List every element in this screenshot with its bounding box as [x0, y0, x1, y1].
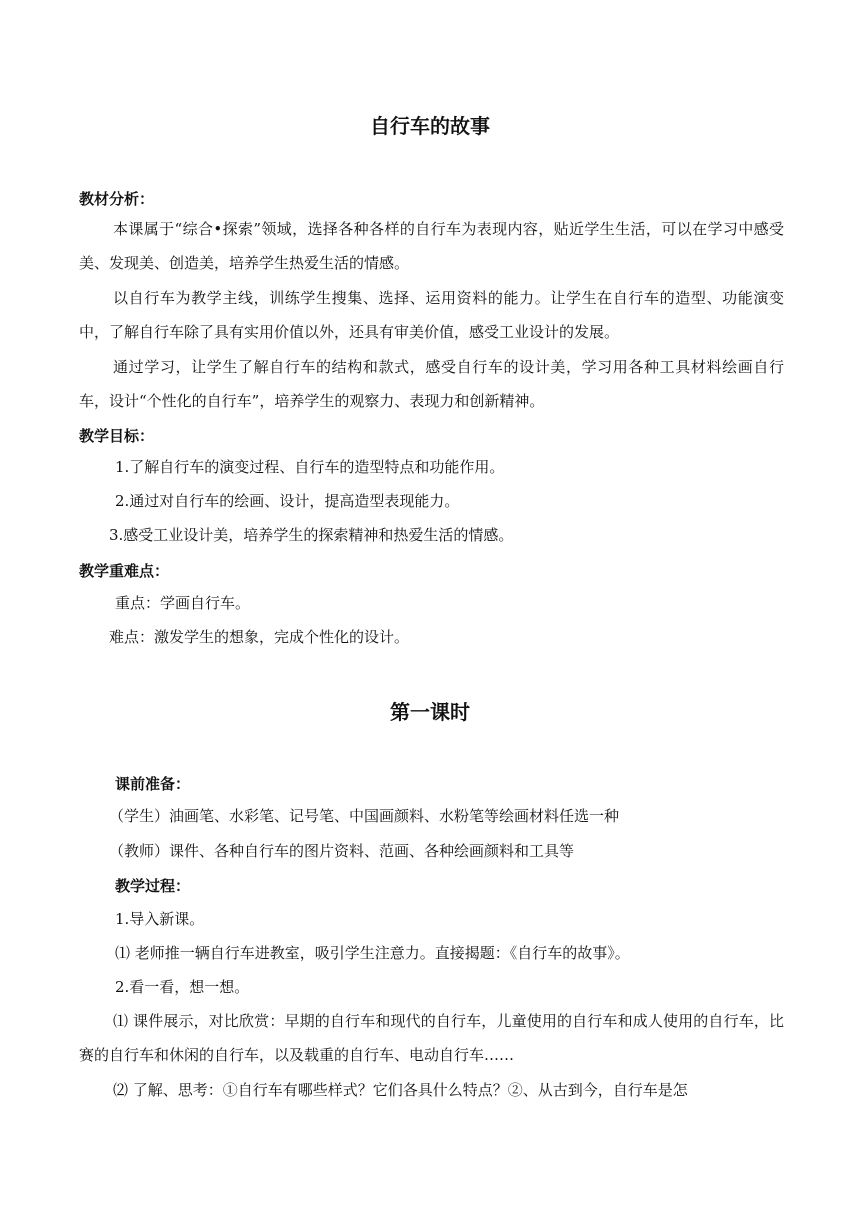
goal-item-2: 2.通过对自行车的绘画、设计，提高造型表现能力。	[115, 492, 460, 510]
goal-item-3: 3.感受工业设计美，培养学生的探索精神和热爱生活的情感。	[109, 526, 514, 544]
focus-heading: 教学重难点：	[79, 562, 170, 580]
goals-heading: 教学目标：	[79, 427, 155, 445]
process-step-2: 2.看一看，想一想。	[115, 978, 250, 996]
process-step-1-1: ⑴ 老师推一辆自行车进教室，吸引学生注意力。直接揭题：《自行车的故事》。	[115, 944, 630, 962]
goal-item-1: 1.了解自行车的演变过程、自行车的造型特点和功能作用。	[115, 458, 505, 476]
document-title: 自行车的故事	[370, 114, 490, 138]
process-step-2-2: ⑵ 了解、思考：①自行车有哪些样式？它们各具什么特点？②、从古到今，自行车是怎	[113, 1081, 688, 1099]
lesson-title: 第一课时	[390, 700, 470, 724]
focus-key-point: 重点：学画自行车。	[115, 594, 251, 612]
prep-students: （学生）油画笔、水彩笔、记号笔、中国画颜料、水粉笔等绘画材料任选一种	[109, 807, 620, 825]
focus-difficulty: 难点：激发学生的想象，完成个性化的设计。	[109, 628, 410, 646]
analysis-paragraph-3: 通过学习，让学生了解自行车的结构和款式，感受自行车的设计美，学习用各种工具材料绘画自行车，设计“个性化的自行车”，培养学生的观察力、表现力和创新精神。	[79, 358, 784, 410]
prep-heading: 课前准备：	[115, 775, 191, 793]
process-step-1: 1.导入新课。	[115, 910, 205, 928]
analysis-paragraph-1: 本课属于“综合•探索”领域，选择各种各样的自行车为表现内容，贴近学生生活，可以在学习中感受美、发现美、创造美，培养学生热爱生活的情感。	[79, 220, 784, 272]
analysis-heading: 教材分析：	[79, 190, 155, 208]
process-heading: 教学过程：	[115, 877, 191, 895]
process-step-2-1: ⑴ 课件展示，对比欣赏：早期的自行车和现代的自行车，儿童使用的自行车和成人使用的自行车，比赛的自行车和休闲的自行车，以及载重的自行车、电动自行车……	[79, 1012, 784, 1064]
analysis-paragraph-2: 以自行车为教学主线，训练学生搜集、选择、运用资料的能力。让学生在自行车的造型、功能演变中，了解自行车除了具有实用价值以外，还具有审美价值，感受工业设计的发展。	[79, 289, 784, 341]
prep-teacher: （教师）课件、各种自行车的图片资料、范画、各种绘画颜料和工具等	[109, 842, 575, 860]
